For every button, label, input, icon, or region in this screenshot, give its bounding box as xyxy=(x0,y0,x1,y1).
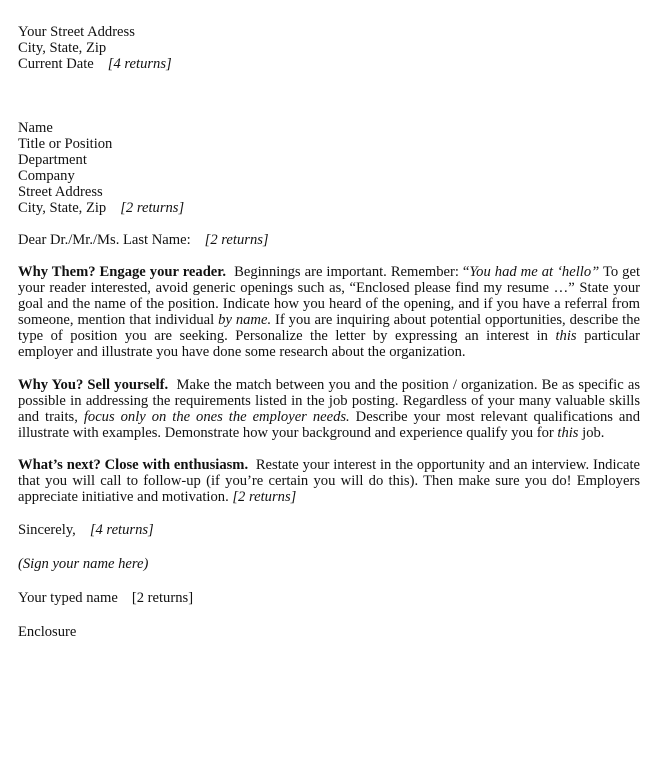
paragraph-text: To get your reader interested, avoid generic openings such as, “Enclosed please find my resume …” State your goal and the name of the position. Indicate how you heard of the opening, and if you have a referral from someone, mention that individual xyxy=(18,264,641,328)
recipient-name: Name xyxy=(18,120,53,136)
recipient-department: Department xyxy=(18,152,87,168)
paragraph-emphasis: focus only on the ones the employer needs. xyxy=(83,409,350,425)
paragraph-emphasis: this xyxy=(555,328,577,344)
signature-text: (Sign your name here) xyxy=(18,556,149,572)
paragraph-note: [2 returns] xyxy=(232,489,297,505)
salutation-note: [2 returns] xyxy=(204,232,269,248)
closing-note: [4 returns] xyxy=(89,522,154,538)
salutation: Dear Dr./Mr./Ms. Last Name: xyxy=(18,232,191,248)
paragraph-why-you xyxy=(18,377,640,441)
recipient-company: Company xyxy=(18,168,75,184)
salutation-line xyxy=(18,232,269,248)
recipient-title: Title or Position xyxy=(18,136,113,152)
sender-city-state-zip: City, State, Zip xyxy=(18,40,107,56)
sender-date-note: [4 returns] xyxy=(107,56,172,72)
paragraph-whats-next xyxy=(18,457,640,505)
paragraph-text: Beginnings are important. Remember: “ xyxy=(234,264,470,280)
sender-date-line xyxy=(18,56,172,72)
paragraph-heading: Why You? Sell yourself. xyxy=(18,377,169,393)
recipient-city-line xyxy=(18,200,184,216)
enclosure: Enclosure xyxy=(18,624,77,640)
paragraph-quote: You had me at ‘hello” xyxy=(469,264,600,280)
paragraph-emphasis: by name. xyxy=(218,312,272,328)
closing-line xyxy=(18,522,154,538)
typed-name-note: [2 returns] xyxy=(131,590,194,606)
paragraph-text: particular employer and illustrate you have done some research about the organization. xyxy=(18,328,640,360)
typed-name-line xyxy=(18,590,193,606)
paragraph-heading: What’s next? Close with enthusiasm. xyxy=(18,457,249,473)
sender-street: Your Street Address xyxy=(18,24,135,40)
recipient-street: Street Address xyxy=(18,184,103,200)
paragraph-why-them xyxy=(18,264,640,360)
typed-name: Your typed name xyxy=(18,590,118,606)
paragraph-heading: Why Them? Engage your reader. xyxy=(18,264,227,280)
signature-placeholder xyxy=(18,556,148,572)
sender-date: Current Date xyxy=(18,56,94,72)
paragraph-text: Restate your interest in the opportunity and an interview. Indicate that you will call to follow-up (if you’re certain you will do this). Then make sure you do! Employers appreciate initiative and motivation. xyxy=(18,457,641,505)
paragraph-text: job. xyxy=(578,425,605,441)
paragraph-text: If you are inquiring about potential opportunities, describe the type of position you are seeking. Personalize the letter by expressing an interest in xyxy=(18,312,640,344)
recipient-note: [2 returns] xyxy=(120,200,185,216)
recipient-city-state-zip: City, State, Zip xyxy=(18,200,107,216)
paragraph-text: Describe your most relevant qualifications and illustrate with examples. Demonstrate how your background and experience qualify you for xyxy=(18,409,641,441)
paragraph-emphasis: this xyxy=(557,425,579,441)
paragraph-text: Make the match between you and the position / organization. Be as specific as possible in addressing the requirements listed in the job posting. Regardless of your many valuable skills and traits, xyxy=(18,377,641,425)
closing: Sincerely, xyxy=(18,522,76,538)
